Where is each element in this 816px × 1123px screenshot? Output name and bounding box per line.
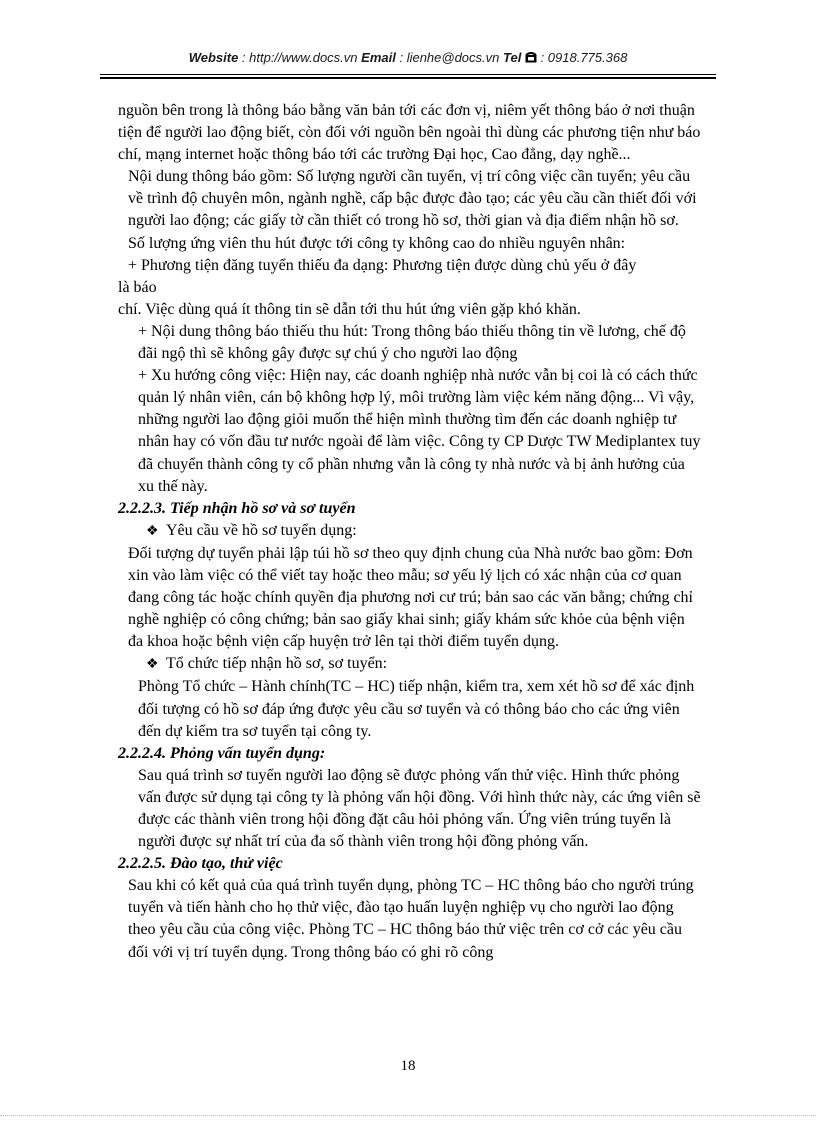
tel-label: Tel [503,50,522,65]
section-heading: 2.2.2.5. Đào tạo, thử việc [118,855,283,873]
bullet-item: ❖ Tổ chức tiếp nhận hồ sơ, sơ tuyển: [118,653,703,676]
paragraph: + Xu hướng công việc: Hiện nay, các doanh nghiệp nhà nước vẫn bị coi là có cách thức quản lý nhân viên, cán bộ không hợp lý, môi trường làm việc kém năng động... Vì vậy, những người lao động giỏi muốn thể hiện mình thường tìm đến các doanh nghiệp tư nhân hay có vốn đầu tư nước ngoài để làm việc. Công ty CP Dược TW Mediplantex tuy đã chuyển thành công ty cổ phần nhưng vẫn là công ty nhà nước và bị ảnh hưởng của xu thế này. [138,367,701,495]
paragraph: Đối tượng dự tuyển phải lập túi hồ sơ theo quy định chung của Nhà nước bao gồm: Đơn xin vào làm việc có thể viết tay hoặc theo mẫu; sơ yếu lý lịch có xác nhận của cơ quan đang công tác hoặc chính quyền địa phương nơi cư trú; bản sao các văn bằng; chứng chỉ nghề nghiệp có công chứng; bản sao giấy khai sinh; giấy khám sức khỏe của bệnh viện đa khoa hoặc bệnh viện cấp huyện trở lên tại thời điểm tuyển dụng. [128,544,693,651]
paragraph: nguồn bên trong là thông báo bằng văn bản tới các đơn vị, niêm yết thông báo ở nơi thuận tiện để người lao động biết, còn đối với nguồn bên ngoài thì dùng các phương tiện như báo chí, mạng internet hoặc thông báo tới các trường Đại học, Cao đẳng, dạy nghề... [118,102,701,164]
tel-value: : 0918.775.368 [536,50,628,65]
section-heading: 2.2.2.4. Phỏng vấn tuyển dụng: [118,744,326,762]
footer-divider [0,1115,816,1116]
paragraph: + Phương tiện đăng tuyển thiếu đa dạng: Phương tiện được dùng chủ yếu ở đây [128,256,637,274]
diamond-star-icon: ❖ [146,657,159,673]
paragraph: chí. Việc dùng quá ít thông tin sẽ dẫn tới thu hút ứng viên gặp khó khăn. [118,300,581,318]
header-rule-thin [100,74,716,75]
section-heading: 2.2.2.3. Tiếp nhận hồ sơ và sơ tuyển [118,499,356,517]
paragraph: Số lượng ứng viên thu hút được tới công ty không cao do nhiều nguyên nhân: [128,234,626,252]
paragraph: Nội dung thông báo gồm: Số lượng người cần tuyển, vị trí công việc cần tuyển; yêu cầu về trình độ chuyên môn, ngành nghề, cấp bậc được đào tạo; các yêu cầu cần thiết đối với người lao động; các giấy tờ cần thiết có trong hồ sơ, thời gian và địa điểm nhận hồ sơ. [128,168,697,230]
header-rule-thick [100,77,716,79]
website-label: Website [188,50,239,65]
bullet-item: ❖ Yêu cầu về hồ sơ tuyển dụng: [118,520,703,543]
document-body [118,100,703,964]
page-number: 18 [400,1058,416,1074]
paragraph: là báo [118,278,157,296]
phone-icon [525,50,537,65]
page-header: Website : http://www.docs.vn Email : lienhe@docs.vn Tel : 0918.775.368 [188,50,628,65]
website-url[interactable]: http://www.docs.vn [249,50,358,65]
paragraph: + Nội dung thông báo thiếu thu hút: Trong thông báo thiếu thông tin về lương, chế độ đãi ngộ thì sẽ không gây được sự chú ý cho người lao động [138,322,686,363]
email-label: Email [361,50,396,65]
diamond-star-icon: ❖ [146,523,159,539]
email-value[interactable]: lienhe@docs.vn [406,50,500,65]
paragraph: Phòng Tổ chức – Hành chính(TC – HC) tiếp nhận, kiểm tra, xem xét hồ sơ để xác định đối tượng có hồ sơ đáp ứng được yêu cầu sơ tuyển và có thông báo cho các ứng viên đến dự kiểm tra sơ tuyển tại công ty. [138,678,695,740]
paragraph: Sau quá trình sơ tuyển người lao động sẽ được phỏng vấn thử việc. Hình thức phỏng vấn được sử dụng tại công ty là phỏng vấn hội đồng. Với hình thức này, các ứng viên sẽ được các thành viên trong hội đồng đặt câu hỏi phỏng vấn. Ứng viên trúng tuyển là người được sự nhất trí của đa số thành viên trong hội đồng phỏng vấn. [138,766,701,851]
paragraph: Sau khi có kết quả của quá trình tuyển dụng, phòng TC – HC thông báo cho người trúng tuyển và tiến hành cho họ thử việc, đào tạo huấn luyện nghiệp vụ cho người lao động theo yêu cầu của công việc. Phòng TC – HC thông báo thử việc trên cơ cở các yêu cầu đối với vị trí tuyển dụng. Trong thông báo có ghi rõ công [128,877,694,961]
